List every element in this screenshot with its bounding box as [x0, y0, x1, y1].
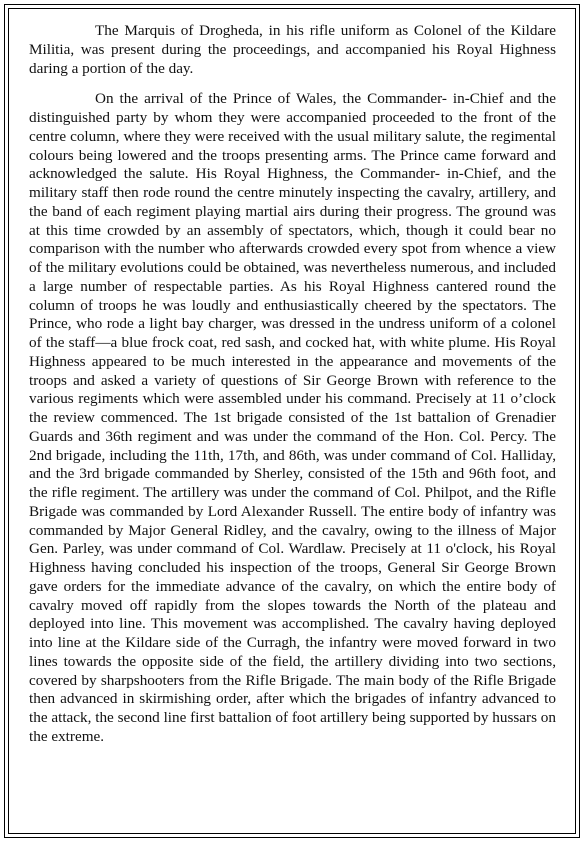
paragraph-marquis: The Marquis of Drogheda, in his rifle uniform as Colonel of the Kildare Militia, was present during the proceedings, and accompanied his Royal Highness daring a portion of the day.: [29, 22, 556, 77]
paragraph-review: On the arrival of the Prince of Wales, the Commander- in-Chief and the distinguished party by whom they were accompanied proceeded to the front of the centre column, where they were received with the usual military salute, the regimental colours being lowered and the troops presenting arms. The Prince came forward and acknowledged the salute. His Royal Highness, the Commander- in-Chief, and the military staff then rode round the centre minutely inspecting the cavalry, artillery, and the band of each regiment playing martial airs during their progress. The ground was at this time crowded by an assembly of spectators, which, though it could bear no comparison with the number who afterwards crowded every spot from whence a view of the military evolutions could be obtained, was nevertheless numerous, and included a large number of respectable parties. As his Royal Highness cantered round the column of troops he was loudly and enthusiastically cheered by the spectators. The Prince, who rode a light bay charger, was dressed in the undress uniform of a colonel of the staff—a blue frock coat, red sash, and cocked hat, with white plume. His Royal Highness appeared to be much interested in the appearance and movements of the troops and asked a variety of questions of Sir George Brown with reference to the various regiments which were assembled under his command. Precisely at 11 o’clock the review commenced. The 1st brigade consisted of the 1st battalion of Grenadier Guards and 36th regiment and was under the command of the Hon. Col. Percy. The 2nd brigade, including the 11th, 17th, and 86th, was under command of Col. Halliday, and the 3rd brigade commanded by Sherley, consisted of the 15th and 96th foot, and the rifle regiment. The artillery was under the command of Col. Philpot, and the Rifle Brigade was commanded by Lord Alexander Russell. The entire body of infantry was commanded by Major General Ridley, and the cavalry, owing to the illness of Major Gen. Parley, was under command of Col. Wardlaw. Precisely at 11 o'clock, his Royal Highness having concluded his inspection of the troops, General Sir George Brown gave orders for the immediate advance of the cavalry, on which the entire body of cavalry moved off rapidly from the slopes towards the North of the plateau and deployed into line. This movement was accomplished. The cavalry having deployed into line at the Kildare side of the Curragh, the infantry were moved forward in two lines towards the opposite side of the field, the artillery dividing into two sections, covered by sharpshooters from the Rifle Brigade. The main body of the Rifle Brigade then advanced in skirmishing order, after which the brigades of infantry advanced to the attack, the second line first battalion of foot artillery being supported by hussars on the extreme.: [29, 90, 556, 745]
document-body: [29, 22, 556, 747]
